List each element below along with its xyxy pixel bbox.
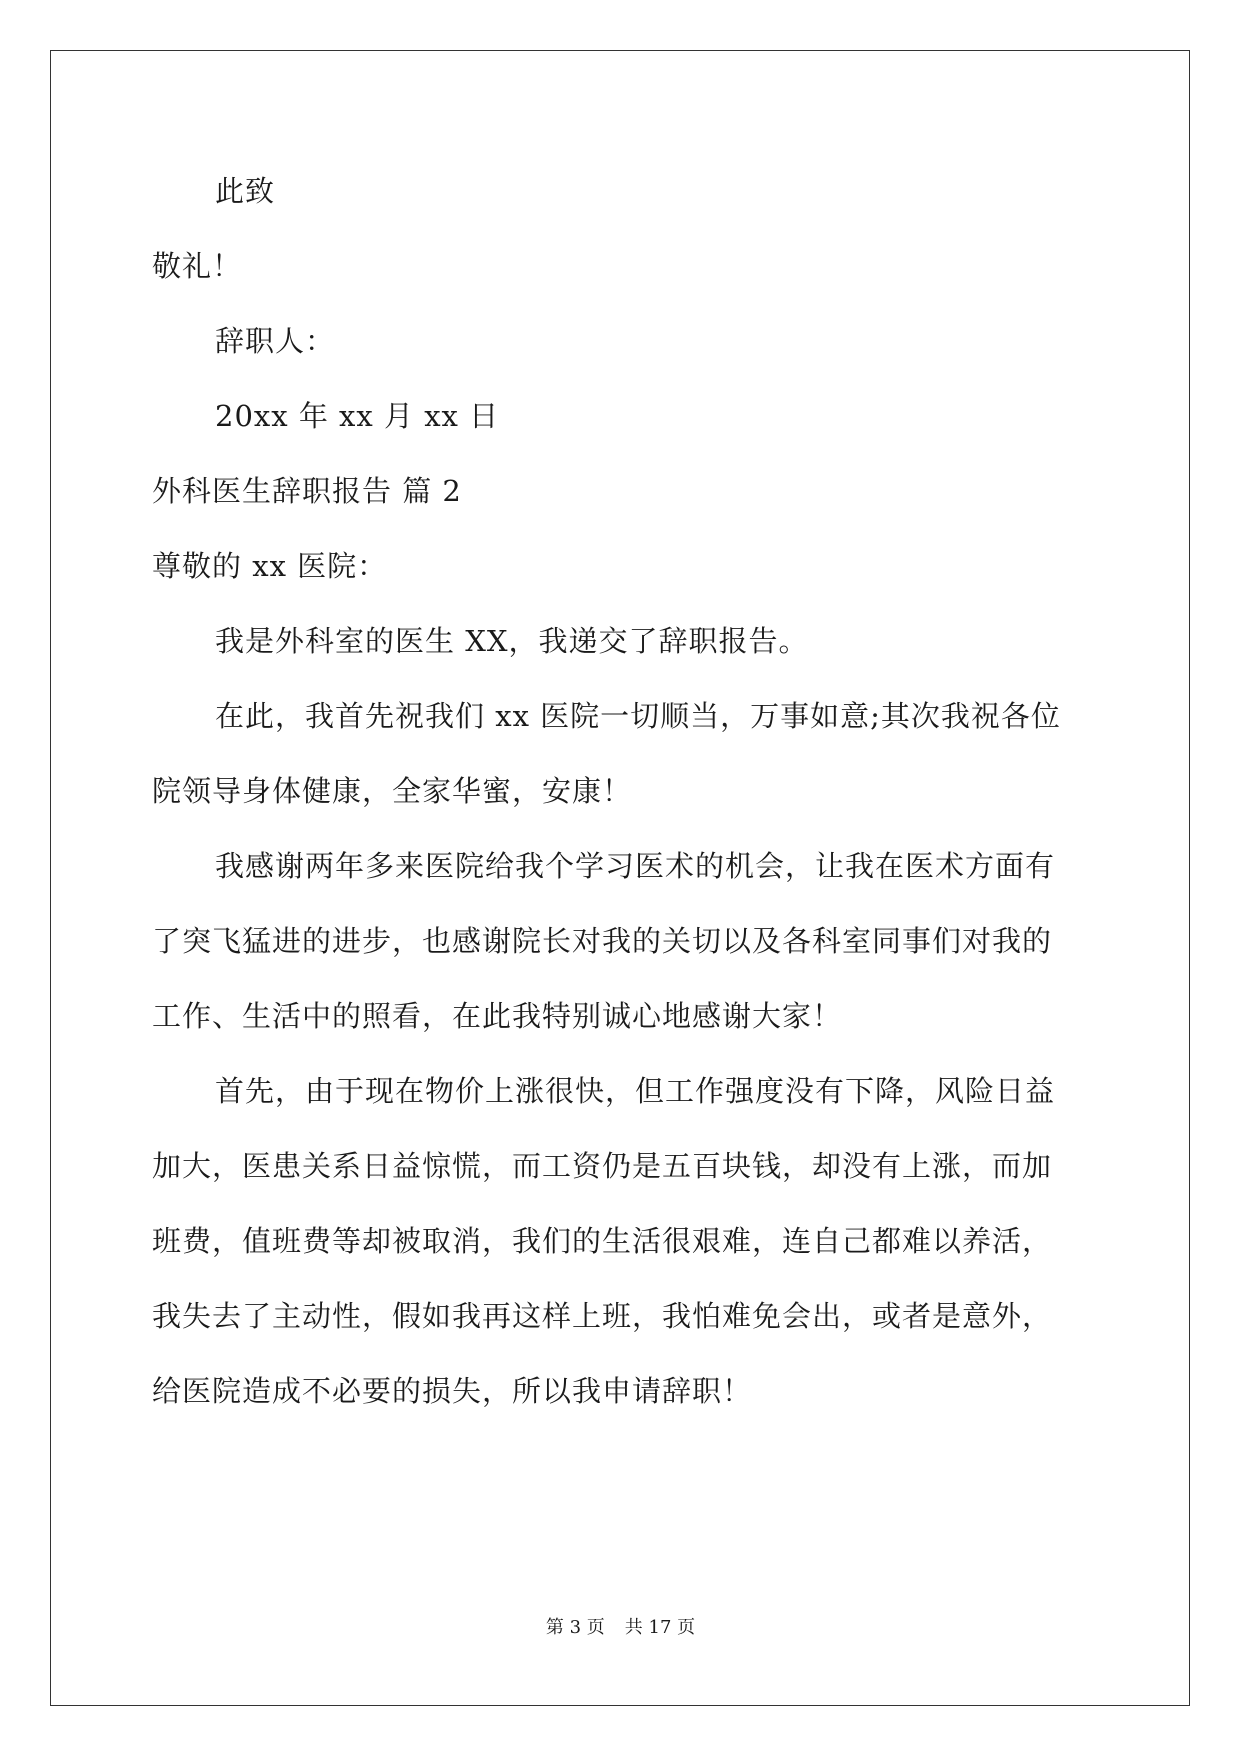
paragraph-line: 我是外科室的医生 XX，我递交了辞职报告。 (215, 624, 809, 658)
paragraph-line: 在此，我首先祝我们 xx 医院一切顺当，万事如意;其次我祝各位 (215, 699, 1061, 733)
paragraph-line: 首先，由于现在物价上涨很快，但工作强度没有下降，风险日益 (215, 1074, 1056, 1108)
closing-line: 此致 (215, 174, 276, 208)
paragraph-line: 我感谢两年多来医院给我个学习医术的机会，让我在医术方面有 (215, 849, 1056, 883)
paragraph-line: 工作、生活中的照看，在此我特别诚心地感谢大家！ (152, 999, 843, 1033)
paragraph-line: 班费，值班费等却被取消，我们的生活很艰难，连自己都难以养活， (152, 1224, 1053, 1258)
paragraph-line: 给医院造成不必要的损失，所以我申请辞职！ (152, 1374, 753, 1408)
paragraph-line: 院领导身体健康，全家华蜜，安康！ (152, 774, 633, 808)
page-footer (0, 1616, 1241, 1640)
signer-line: 辞职人： (215, 324, 336, 358)
addressee-line: 尊敬的 xx 医院： (152, 549, 388, 583)
paragraph-line: 我失去了主动性，假如我再这样上班，我怕难免会出，或者是意外， (152, 1299, 1053, 1333)
date-line: 20xx 年 xx 月 xx 日 (215, 399, 500, 433)
paragraph-line: 加大，医患关系日益惊慌，而工资仍是五百块钱，却没有上涨，而加 (152, 1149, 1053, 1183)
page-total: 共 17 页 (624, 1617, 696, 1638)
paragraph-line: 了突飞猛进的进步，也感谢院长对我的关切以及各科室同事们对我的 (152, 924, 1053, 958)
page-number: 第 3 页 (545, 1617, 605, 1638)
section-title: 外科医生辞职报告 篇 2 (152, 474, 462, 508)
salutation-line: 敬礼！ (152, 249, 243, 283)
